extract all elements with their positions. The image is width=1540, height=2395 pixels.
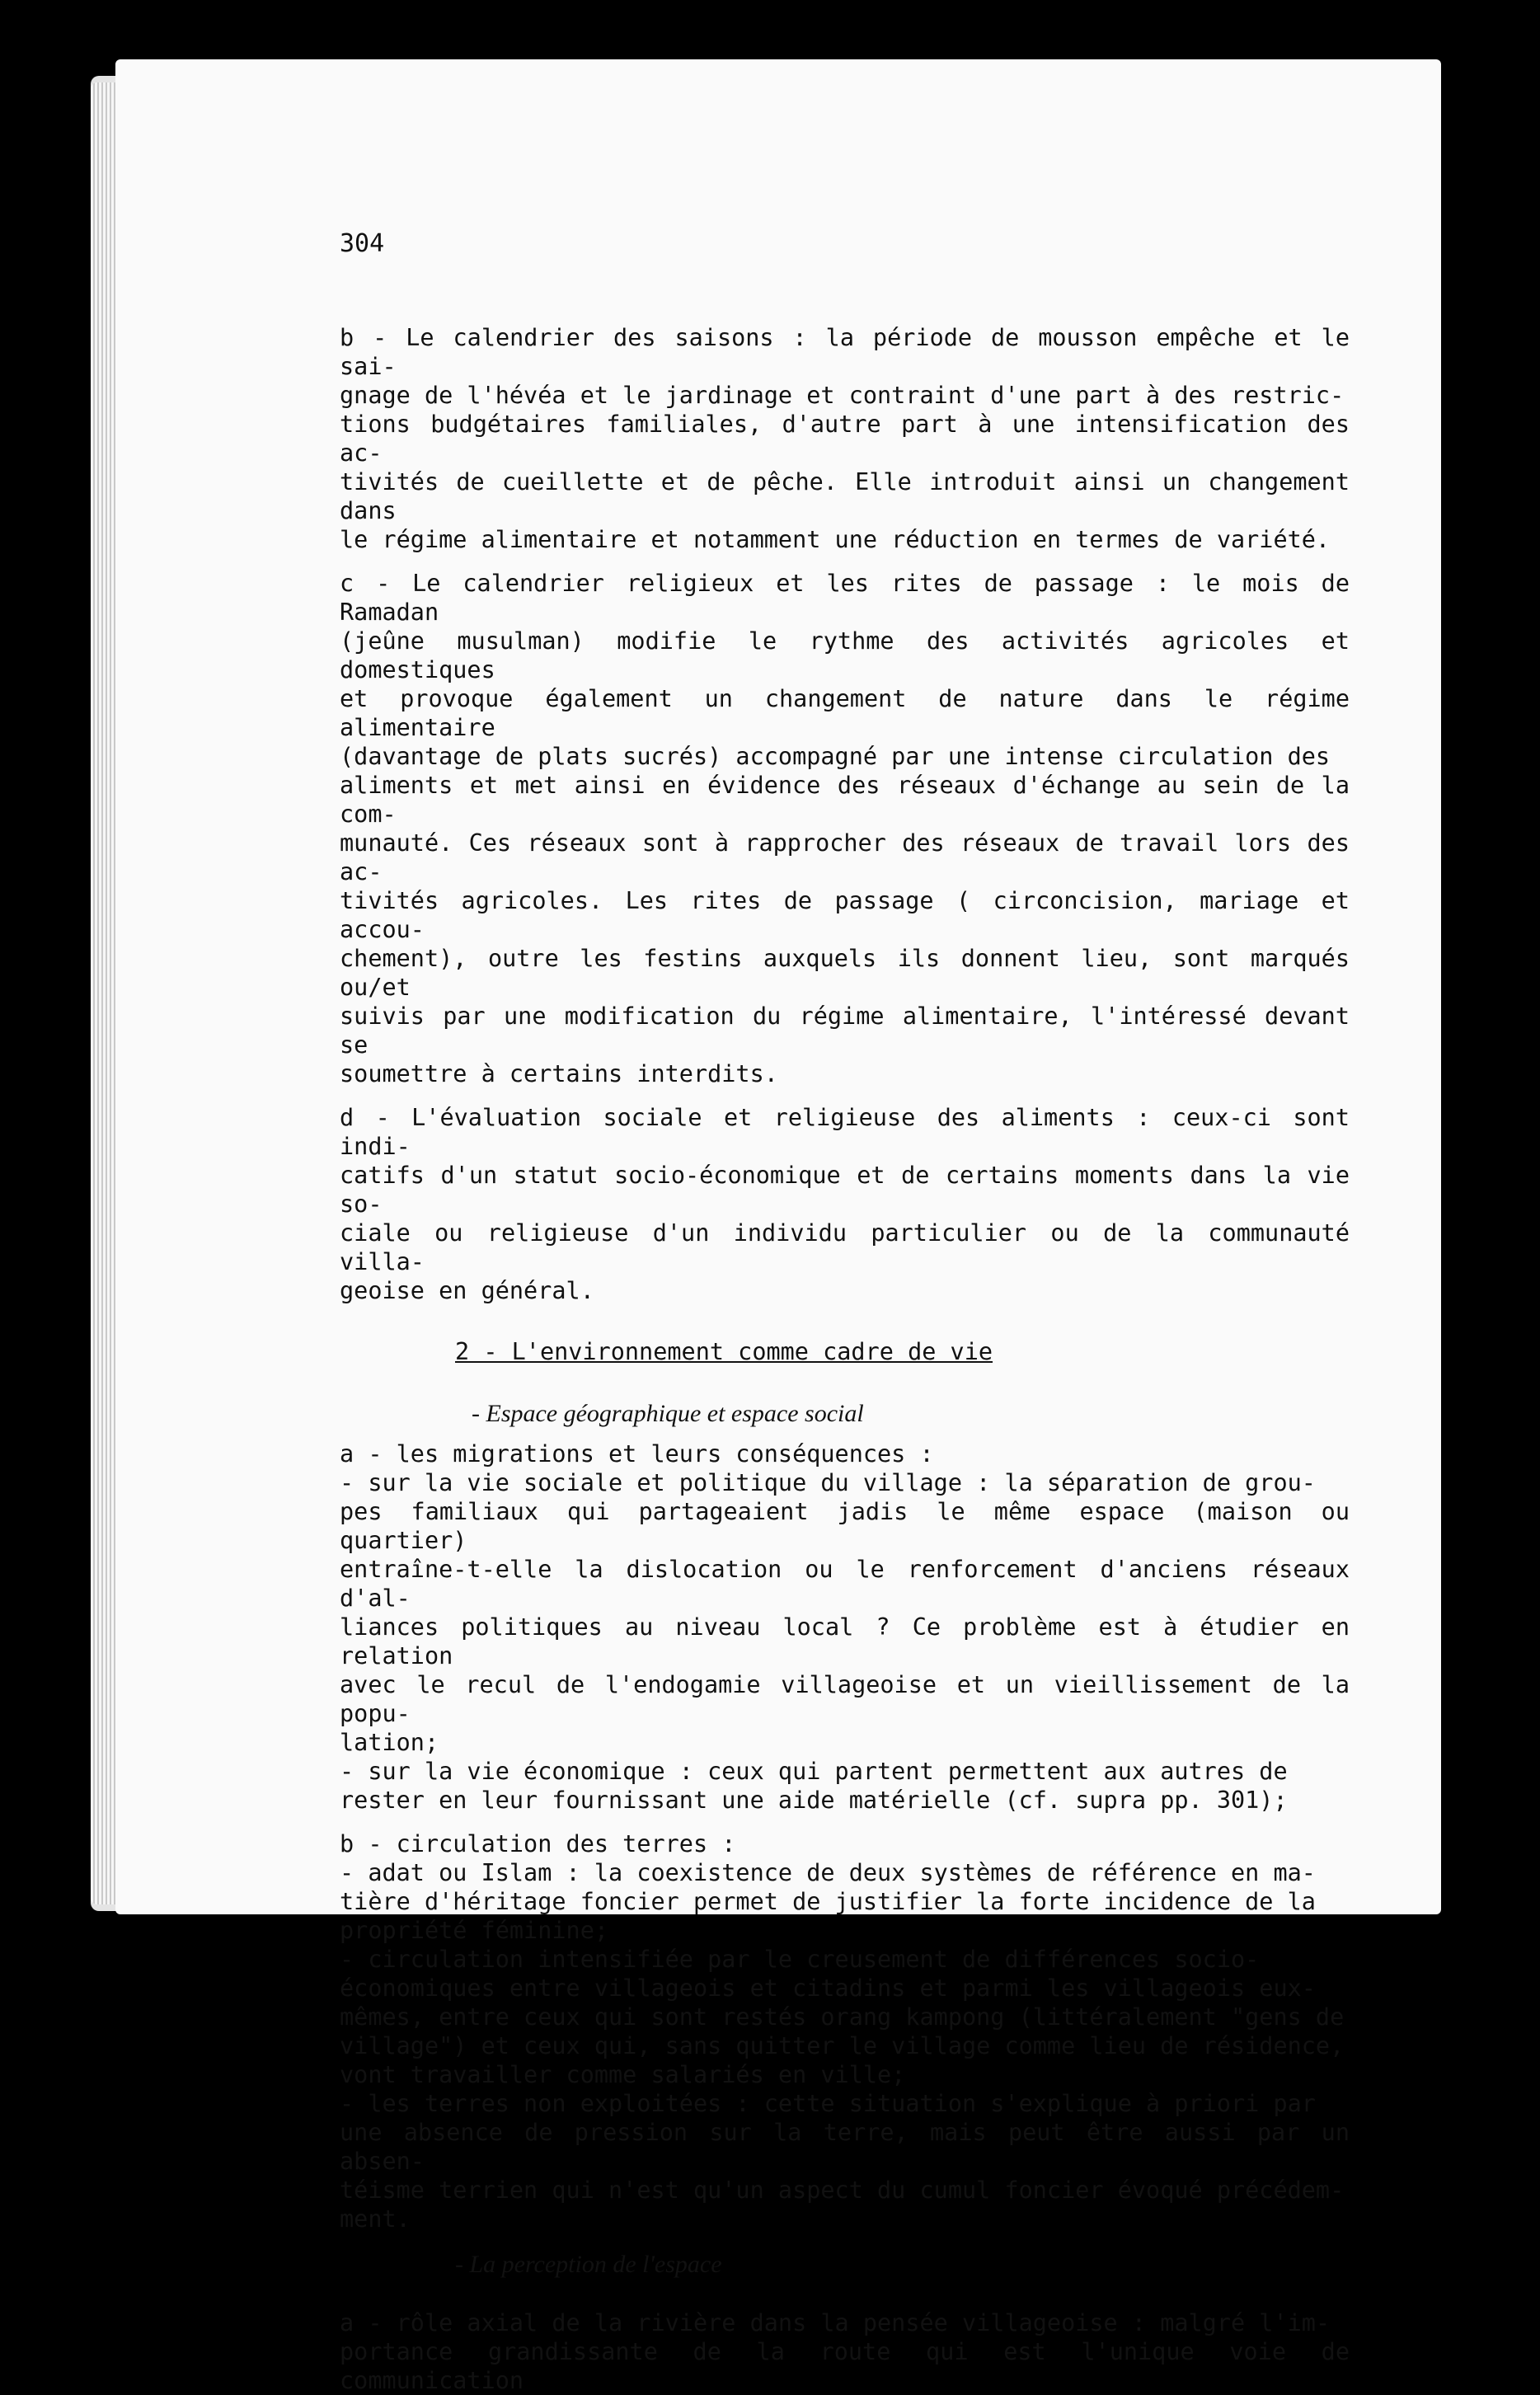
- block-b-land-circulation: b - circulation des terres : - adat ou Islam : la coexistence de deux systèmes de référence en ma- tière d'héritage foncier permet de justifier la forte incidence de la propriété féminine; - circulation intensifiée par le creusement de différences socio- économiques entre villageois et citadins et parmi les villageois eux- mêmes, entre ceux qui sont restés orang kampong (littéralement "gens de village") et ceux qui, sans quitter le village comme lieu de résidence, vont travailler comme salariés en ville; - les terres non exploitées : cette situation s'explique à priori par une absence de pression sur la terre, mais peut être aussi par un absen- téisme terrien qui n'est qu'un aspect du cumul foncier évoqué précédem- ment.: [340, 1830, 1350, 2233]
- subheading-perception-space: - La perception de l'espace: [455, 2251, 722, 2278]
- block-a-river: a - rôle axial de la rivière dans la pensée villageoise : malgré l'im- portance grandissante de la route qui est l'unique voie de communication: [340, 2309, 1350, 2394]
- page-content: [340, 231, 1350, 2395]
- section-heading-wrapper: [340, 1337, 1350, 1366]
- paragraph-d-evaluation: d - L'évaluation sociale et religieuse des aliments : ceux-ci sont indi- catifs d'un statut socio-économique et de certains moments dans la vie so- ciale ou religieuse d'un individu particulier ou de la communauté villa- geoise en général.: [340, 1104, 1350, 1304]
- block-a-migrations: a - les migrations et leurs conséquences : - sur la vie sociale et politique du village : la séparation de grou- pes familiaux qui partageaient jadis le même espace (maison ou quartier) entraîne-t-elle la dislocation ou le renforcement d'anciens réseaux d'al- liances politiques au niveau local ? Ce problème est à étudier en relation avec le recul de l'endogamie villageoise et un vieillissement de la popu- lation; - sur la vie économique : ceux qui partent permettent aux autres de rester en leur fournissant une aide matérielle (cf. supra pp. 301);: [340, 1440, 1350, 1814]
- paragraph-c-religious: c - Le calendrier religieux et les rites de passage : le mois de Ramadan (jeûne musulman) modifie le rythme des activités agricoles et domestiques et provoque également un changement de nature dans le régime alimentaire (davantage de plats sucrés) accompagné par une intense circulation des aliments et met ainsi en évidence des réseaux d'échange au sein de la com- munauté. Ces réseaux sont à rapprocher des réseaux de travail lors des ac- tivités agricoles. Les rites de passage ( circoncision, mariage et accou- chement), outre les festins auxquels ils donnent lieu, sont marqués ou/et suivis par une modification du régime alimentaire, l'intéressé devant se soumettre à certains interdits.: [340, 570, 1350, 1087]
- subheading-geographic-space: - Espace géographique et espace social: [472, 1400, 864, 1427]
- paragraph-b-seasons: b - Le calendrier des saisons : la période de mousson empêche et le sai- gnage de l'hévéa et le jardinage et contraint d'une part à des restric- tions budgétaires familiales, d'autre part à une intensification des ac- tivités de cueillette et de pêche. Elle introduit ainsi un changement dans le régime alimentaire et notamment une réduction en termes de variété.: [340, 324, 1350, 553]
- page-number: 304: [340, 229, 385, 258]
- section-heading: 2 - L'environnement comme cadre de vie: [455, 1337, 993, 1365]
